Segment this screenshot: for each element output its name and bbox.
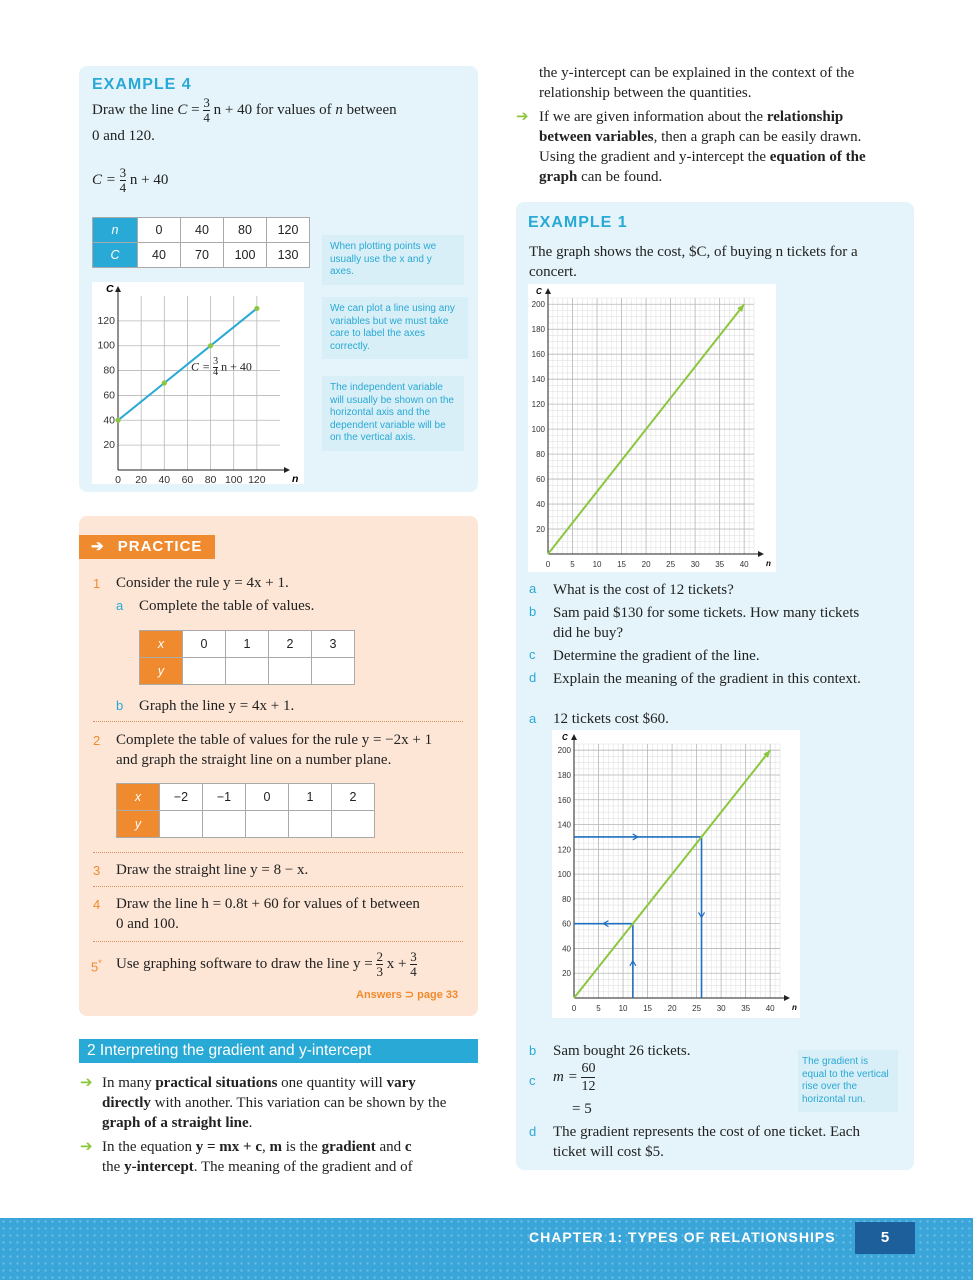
y-tick-label: 160 [531,350,545,360]
y-tick-label: 80 [562,894,571,904]
list-item: What is the cost of 12 tickets? [553,582,734,598]
x-tick-label: 25 [692,1004,702,1013]
note-axes: When plotting points we usually use the x and y axes. [322,235,464,285]
table-cell: 0 [138,218,181,243]
table-row [140,631,355,658]
table-header-x: x [140,631,183,658]
x-tick-label: 40 [765,1004,775,1013]
y-tick-label: 120 [557,845,571,855]
example-1-graph [528,284,776,572]
example-4-graph [92,282,304,484]
y-axis-label: C [562,733,568,742]
y-axis-label: C [536,287,542,296]
answer-d-label: d [529,1124,537,1139]
section-2-bullet-1: In many practical situations one quantity will vary directly with another. This variation can be shown by the graph of a straight line. [102,1075,447,1131]
y-tick-label: 40 [536,500,545,510]
x-axis-label: n [766,559,771,568]
x-tick-label: 0 [115,474,121,484]
page-number: 5 [855,1222,915,1254]
x-tick-label: 5 [596,1004,601,1013]
data-point [208,343,213,348]
y-tick-label: 180 [531,325,545,335]
y-tick-label: 80 [536,450,545,460]
q4-text: Draw the line h = 0.8t + 60 for values of t between 0 and 100. [116,896,420,932]
x-axis-arrow [284,467,290,473]
y-tick-label: 60 [103,389,115,402]
q2-text: Complete the table of values for the rule y = −2x + 1 and graph the straight line on a number plane. [116,732,433,768]
divider [93,852,463,853]
y-tick-label: 60 [536,475,545,485]
chapter-title: CHAPTER 1: TYPES OF RELATIONSHIPS [529,1229,836,1245]
x-tick-label: 35 [741,1004,751,1013]
q3-text: Draw the straight line y = 8 − x. [116,862,309,878]
data-point [254,306,259,311]
q2-number: 2 [93,733,101,748]
note-independent-variable: The independent variable will usually be shown on the horizontal axis and the dependent variable will be on the vertical axis. [322,376,464,451]
y-tick-label: 100 [531,425,545,435]
q1b-label: b [116,698,124,713]
y-tick-label: 100 [557,870,571,880]
y-tick-label: 20 [562,969,571,979]
table-cell: 2 [332,784,375,811]
answer-c-label: c [529,1073,536,1088]
example-4-table [92,217,310,268]
list-item: a [529,581,537,596]
y-tick-label: 120 [97,314,115,327]
q1-number: 1 [93,576,101,591]
x-axis-arrow [758,551,764,557]
example-4-equation: C = $\frac{3}{4}$ n + 40 [92,165,169,195]
table-cell [226,658,269,685]
table-header-y: y [140,658,183,685]
table-row [117,811,375,838]
x-tick-label: 80 [204,474,217,484]
table-cell: −2 [160,784,203,811]
x-tick-label: 25 [666,560,676,569]
table-cell [160,811,203,838]
y-tick-label: 200 [557,746,571,756]
y-axis-arrow [545,288,551,294]
table-row [140,658,355,685]
table-cell: 40 [138,243,181,268]
table-cell: 3 [312,631,355,658]
x-tick-label: 40 [739,560,749,569]
table-cell [289,811,332,838]
answer-b-label: b [529,1043,537,1058]
answer-b: Sam bought 26 tickets. [553,1043,691,1059]
right-bullet: If we are given information about the relationship between variables, then a graph can be easily drawn. Using the gradient and y-intercept the equation of the graph can be found. [539,109,866,185]
x-tick-label: 20 [641,560,651,569]
x-axis-arrow [784,995,790,1001]
x-tick-label: 30 [716,1004,726,1013]
q1-table [139,630,355,685]
x-tick-label: 10 [592,560,602,569]
x-tick-label: 5 [570,560,575,569]
y-tick-label: 40 [103,414,115,427]
arrow-right-icon: ➔ [80,1137,93,1155]
table-cell: 0 [183,631,226,658]
y-tick-label: 120 [531,400,545,410]
q4-number: 4 [93,897,101,912]
x-axis-label: n [792,1003,797,1012]
x-tick-label: 100 [224,474,243,484]
table-cell: 40 [181,218,224,243]
x-axis-label: n [292,473,299,484]
example-4-title: EXAMPLE 4 [92,76,192,93]
list-item: Sam paid $130 for some tickets. How many tickets did he buy? [553,605,860,641]
section-2-bullet-2: In the equation y = mx + c, m is the gradient and c the y-intercept. The meaning of the gradient and of [102,1139,413,1175]
table-row [93,218,310,243]
example-4-prompt-line2: 0 and 120. [92,128,155,144]
example-1-prompt: The graph shows the cost, $C, of buying n tickets for a concert. [529,244,858,280]
x-tick-label: 20 [667,1004,677,1013]
graph-equation-label: C = $\frac{3}{4}$ n + 40 [191,356,252,378]
table-header-y: y [117,811,160,838]
y-axis-label: C [106,283,114,295]
arrow-right-icon: ➔ [91,538,105,555]
table-cell: 70 [181,243,224,268]
x-tick-label: 15 [617,560,627,569]
table-row [117,784,375,811]
answers-link[interactable]: Answers ⊃ page 33 [356,989,459,1001]
table-header-c: C [93,243,138,268]
table-cell [183,658,226,685]
x-tick-label: 0 [571,1004,577,1013]
x-tick-label: 0 [545,560,551,569]
answer-c: m = $\frac{60}{12}$ [553,1061,596,1094]
table-row [93,243,310,268]
y-tick-label: 20 [103,439,115,452]
table-cell: 0 [246,784,289,811]
note-label-axes: We can plot a line using any variables but we must take care to label the axes correctly. [322,297,468,359]
table-cell: 120 [267,218,310,243]
y-tick-label: 140 [557,820,571,830]
q5-number: 5* [91,958,102,975]
q1a-label: a [116,598,124,613]
table-cell: −1 [203,784,246,811]
right-intro: the y-intercept can be explained in the context of the relationship between the quantities. [539,65,855,101]
table-header-x: x [117,784,160,811]
table-cell [332,811,375,838]
divider [93,941,463,942]
q1b-text: Graph the line y = 4x + 1. [139,698,295,714]
arrow-right-icon: ➔ [80,1073,93,1091]
x-tick-label: 40 [158,474,171,484]
q2-table [116,783,375,838]
data-point [162,380,167,385]
y-axis-arrow [571,734,577,740]
list-item: Determine the gradient of the line. [553,648,760,664]
practice-header: ➔ PRACTICE [79,535,215,559]
y-tick-label: 160 [557,795,571,805]
y-tick-label: 80 [103,364,115,377]
table-header-n: n [93,218,138,243]
q1-text: Consider the rule y = 4x + 1. [116,575,289,591]
table-cell: 130 [267,243,310,268]
y-tick-label: 200 [531,300,545,310]
y-tick-label: 180 [557,770,571,780]
section-2-heading: 2 Interpreting the gradient and y-intercept [79,1039,478,1063]
y-axis-arrow [115,286,121,292]
example-4-prompt: Draw the line C = $\frac{3}{4}$ n + 40 for values of n between [92,95,397,125]
y-tick-label: 140 [531,375,545,385]
x-tick-label: 10 [618,1004,628,1013]
answer-c-result: = 5 [572,1101,592,1117]
x-tick-label: 20 [135,474,147,484]
q1a-text: Complete the table of values. [139,598,315,614]
table-cell: 1 [289,784,332,811]
arrow-right-icon: ➔ [516,107,529,125]
divider [93,886,463,887]
table-cell [246,811,289,838]
list-item: Explain the meaning of the gradient in this context. [553,671,861,687]
divider [93,721,463,722]
x-tick-label: 120 [248,474,266,484]
answer-a: 12 tickets cost $60. [553,711,669,727]
answer-a-label: a [529,711,537,726]
q3-number: 3 [93,863,101,878]
table-cell [203,811,246,838]
x-tick-label: 15 [643,1004,653,1013]
x-tick-label: 60 [181,474,194,484]
note-gradient: The gradient is equal to the vertical rise over the horizontal run. [798,1050,898,1112]
q5-text: Use graphing software to draw the line y = $\frac{2}{3}$ x + $\frac{3}{4}$ [116,949,417,980]
x-tick-label: 35 [715,560,725,569]
y-tick-label: 20 [536,525,545,535]
y-tick-label: 60 [562,919,571,929]
x-tick-label: 30 [690,560,700,569]
y-tick-label: 100 [97,339,115,352]
footer-bar [0,1218,973,1280]
table-cell [269,658,312,685]
table-cell: 80 [224,218,267,243]
table-cell: 2 [269,631,312,658]
y-tick-label: 40 [562,944,571,954]
table-cell: 100 [224,243,267,268]
table-cell: 1 [226,631,269,658]
answer-d: The gradient represents the cost of one ticket. Each ticket will cost $5. [553,1124,860,1160]
example-1-title: EXAMPLE 1 [528,214,628,231]
table-cell [312,658,355,685]
example-1-solution-graph [552,730,800,1018]
data-point [115,418,120,423]
